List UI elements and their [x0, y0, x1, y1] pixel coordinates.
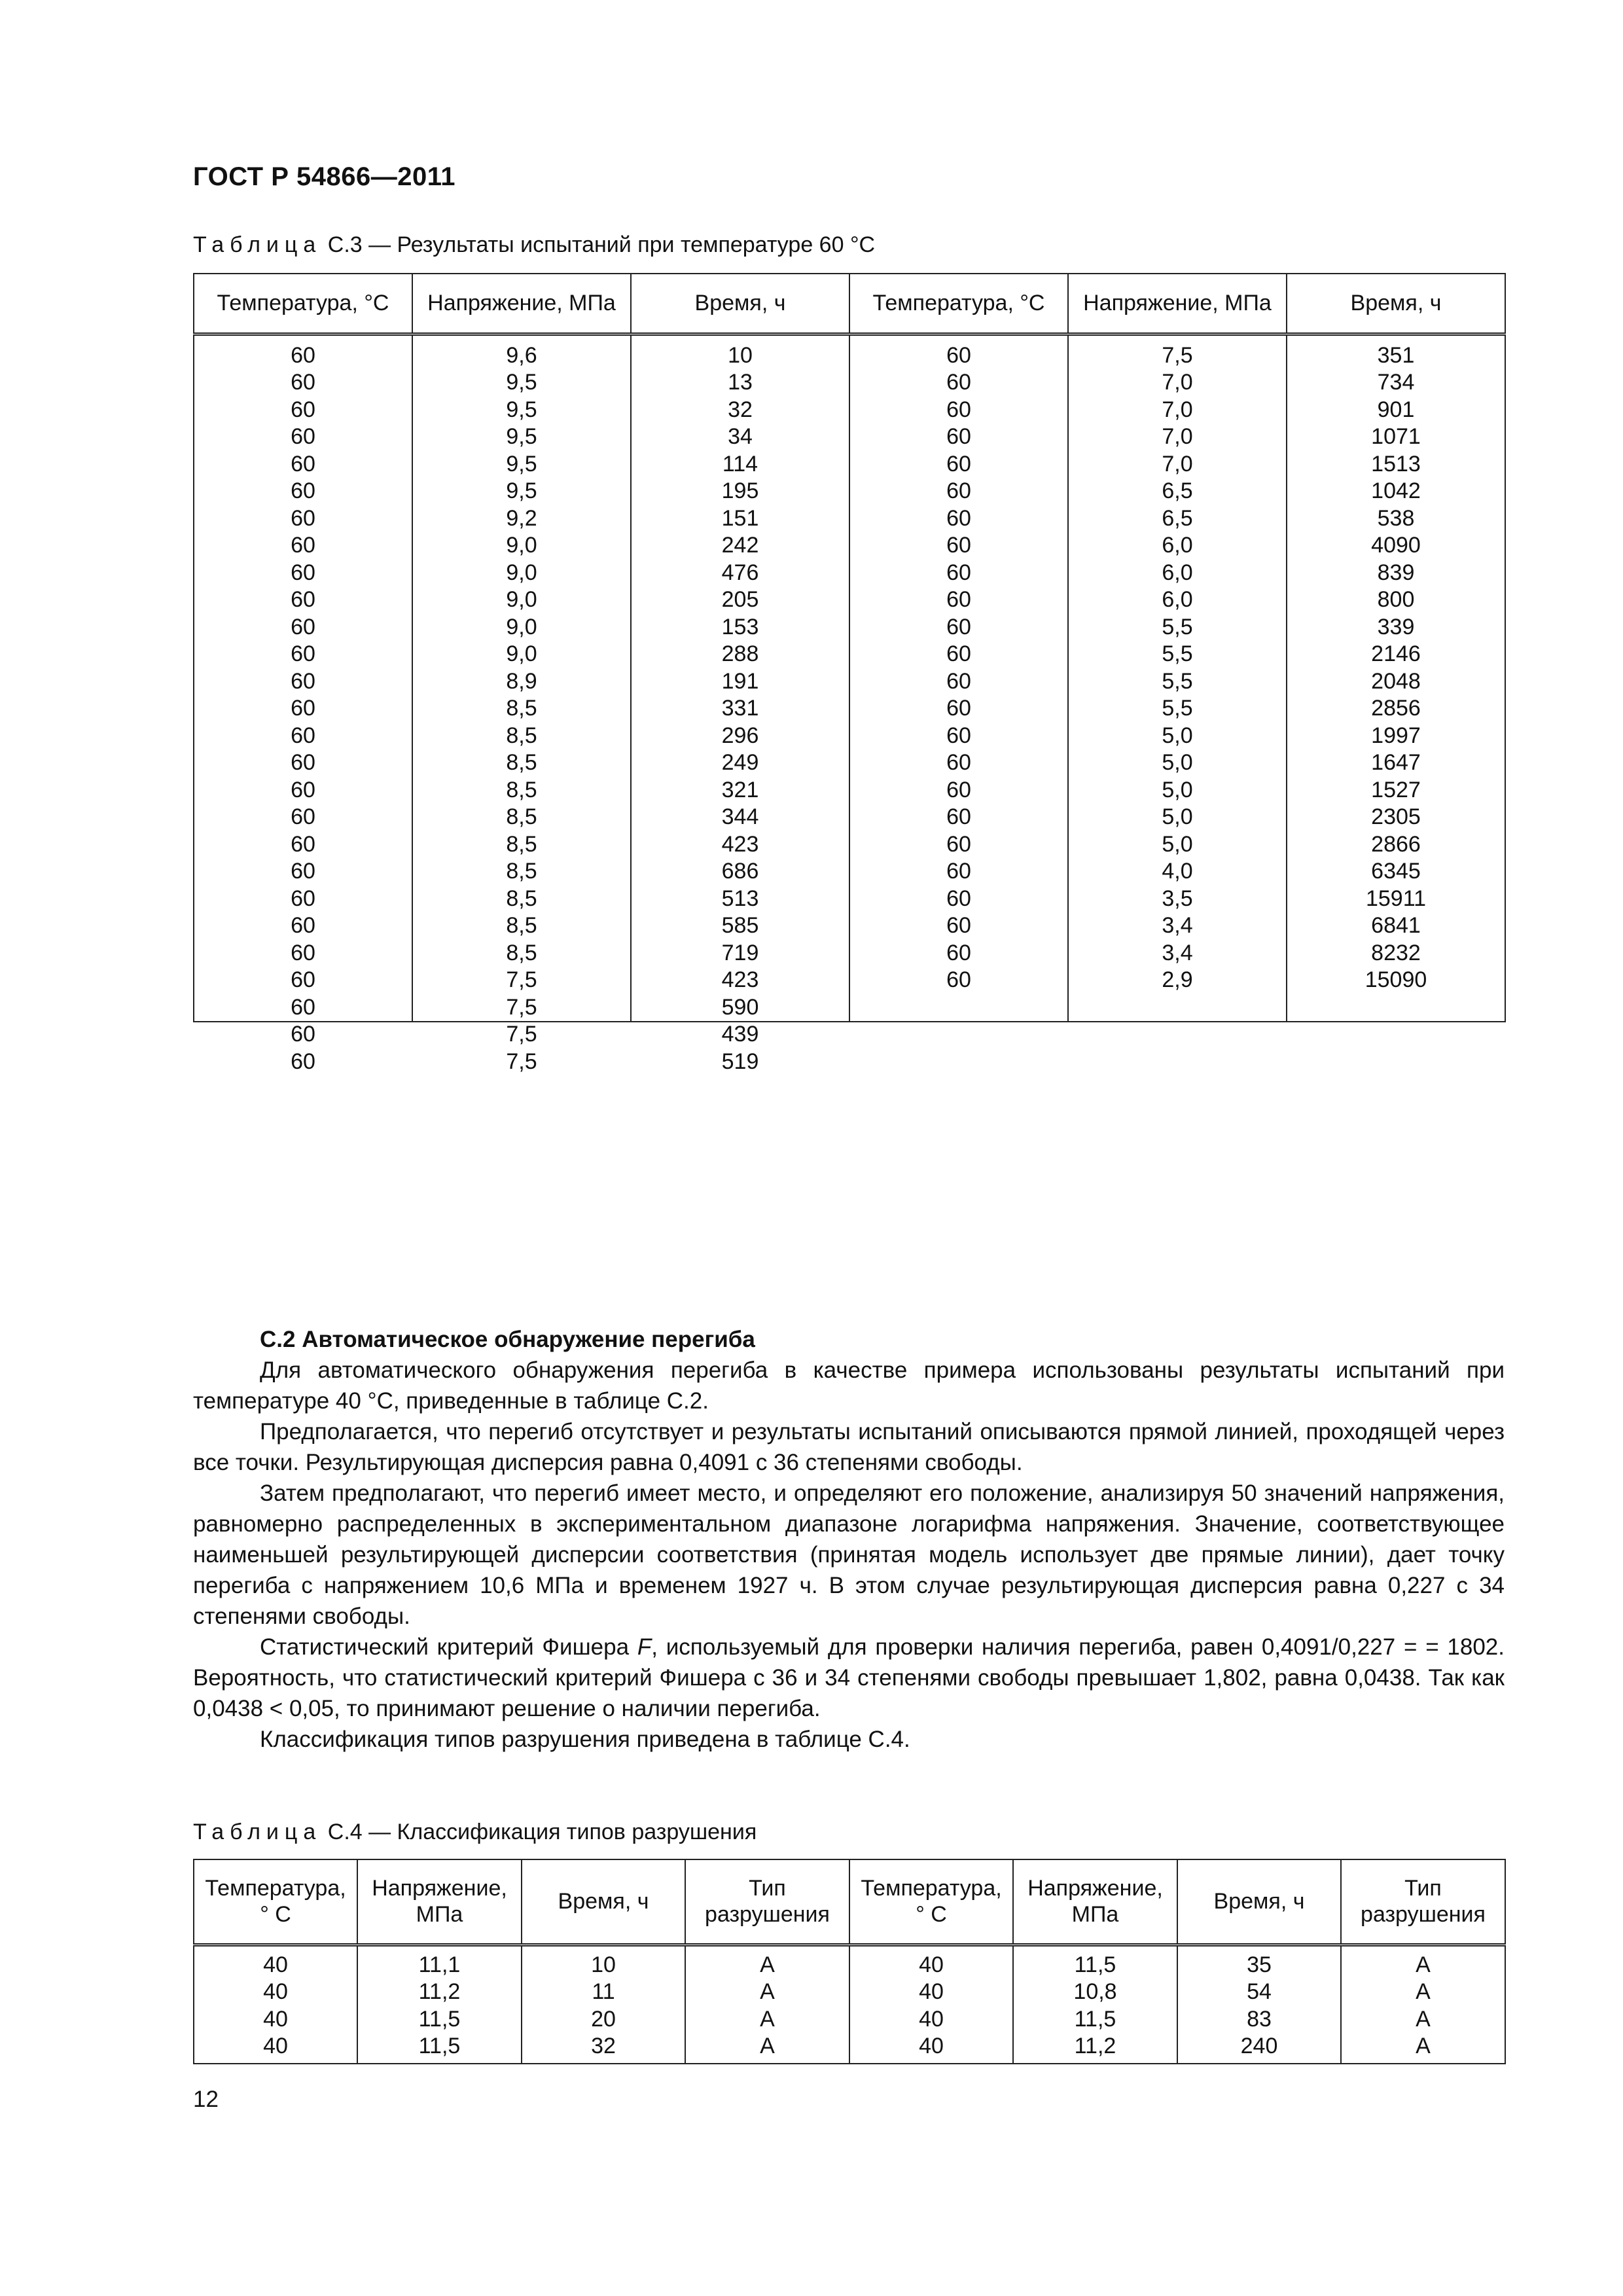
row-group	[632, 831, 849, 911]
table-cell: 3,4	[1162, 940, 1193, 965]
table-cell: 423	[721, 831, 759, 857]
table-cell: 60	[291, 967, 315, 992]
table-cell: 11,5	[418, 2006, 461, 2032]
col-header-stress-left: Напряжение, МПа	[412, 274, 631, 334]
table-cell: 9,5	[506, 370, 537, 395]
row-group	[194, 831, 412, 911]
table-cell: 60	[946, 940, 971, 965]
row-group	[413, 423, 630, 503]
section-body	[193, 1355, 1505, 1755]
row-group	[632, 586, 849, 666]
table-cell: 719	[721, 940, 759, 965]
table-c3-caption-text: С.3 — Результаты испытаний при температуре 60 °С	[321, 232, 876, 257]
col-header-stress: Напряжение, МПа	[1013, 1859, 1177, 1945]
table-cell: 8,5	[506, 831, 537, 857]
table-cell: 60	[291, 940, 315, 965]
table-cell: 1647	[1371, 750, 1421, 775]
row-group	[194, 994, 412, 1074]
table-cell: 60	[946, 641, 971, 666]
table-cell: 2856	[1371, 696, 1421, 721]
table-cell: 590	[721, 994, 759, 1020]
table-cell: A	[1416, 1979, 1431, 2004]
row-group	[413, 586, 630, 666]
table-c3-body-row	[194, 334, 1505, 1022]
table-cell: 7,0	[1162, 424, 1193, 449]
table-cell: 8,5	[506, 940, 537, 965]
table-cell: 8,5	[506, 886, 537, 911]
table-cell: 15090	[1364, 967, 1427, 992]
table-cell: 8,5	[506, 750, 537, 775]
table-cell: 10	[728, 342, 753, 368]
table-cell: 60	[946, 533, 971, 558]
table-cell: 60	[946, 397, 971, 422]
table-cell: 538	[1377, 505, 1415, 531]
row-group	[632, 912, 849, 992]
table-cell: 339	[1377, 614, 1415, 639]
table-cell: A	[760, 2034, 775, 2058]
table-cell: 60	[291, 1022, 315, 1047]
table-cell: 60	[946, 859, 971, 884]
table-cell: 686	[721, 859, 759, 884]
col-header-stress-right: Напряжение, МПа	[1068, 274, 1287, 334]
table-c4-caption-prefix: Таблица	[193, 1820, 322, 1844]
col-header-time: Время, ч	[1177, 1859, 1341, 1945]
table-cell: A	[1416, 2006, 1431, 2032]
table-cell: 8232	[1371, 940, 1421, 965]
row-group	[413, 994, 630, 1074]
table-cell: 2048	[1371, 668, 1421, 694]
table-cell: 60	[946, 614, 971, 639]
row-group	[194, 505, 412, 585]
row-group	[1287, 831, 1505, 911]
table-cell: 10	[591, 1952, 616, 1977]
table-cell: 2866	[1371, 831, 1421, 857]
table-cell: 7,5	[506, 967, 537, 992]
table-cell: 9,0	[506, 641, 537, 666]
table-cell: 60	[946, 424, 971, 449]
col-header-stress: Напряжение, МПа	[357, 1859, 522, 1945]
table-cell: 242	[721, 533, 759, 558]
row-group	[1287, 668, 1505, 748]
table-c4-body-row	[194, 1945, 1505, 2064]
row-group	[850, 423, 1067, 503]
table-cell: 7,0	[1162, 397, 1193, 422]
row-group	[632, 423, 849, 503]
table-cell: 10,8	[1073, 1979, 1117, 2004]
table-cell: 6,5	[1162, 478, 1193, 503]
table-cell: 205	[721, 587, 759, 612]
column-stress	[357, 1945, 522, 2064]
row-group	[1069, 749, 1286, 829]
col-header-temperature: Температура, ° С	[194, 1859, 357, 1945]
table-cell: 8,5	[506, 913, 537, 938]
row-group	[1069, 342, 1286, 422]
col-header-failure-type: Тип разрушения	[1341, 1859, 1505, 1945]
table-cell: 20	[591, 2006, 616, 2032]
table-cell: 83	[1247, 2006, 1272, 2032]
col-header-failure-type: Тип разрушения	[685, 1859, 849, 1945]
column-time-right	[1287, 334, 1505, 1022]
table-cell: 513	[721, 886, 759, 911]
table-cell: 8,5	[506, 723, 537, 748]
table-cell: 6841	[1371, 913, 1421, 938]
table-cell: 60	[291, 696, 315, 721]
table-cell: 40	[263, 1952, 288, 1977]
table-cell: 60	[946, 804, 971, 829]
table-cell: 5,0	[1162, 831, 1193, 857]
table-cell: 249	[721, 750, 759, 775]
table-cell: A	[760, 1952, 775, 1977]
table-cell: 60	[291, 723, 315, 748]
row-group	[1287, 342, 1505, 422]
table-cell: 2146	[1371, 641, 1421, 666]
table-cell: 60	[946, 696, 971, 721]
table-cell: A	[760, 1979, 775, 2004]
col-header-temperature: Температура, ° С	[849, 1859, 1013, 1945]
table-cell: 9,0	[506, 560, 537, 585]
table-cell: 60	[291, 804, 315, 829]
row-group	[413, 342, 630, 422]
row-group	[194, 668, 412, 748]
table-cell: 5,0	[1162, 723, 1193, 748]
table-cell: 60	[946, 505, 971, 531]
table-c3-header-row	[194, 274, 1505, 334]
table-cell: 439	[721, 1022, 759, 1047]
table-cell: 5,5	[1162, 641, 1193, 666]
table-cell: 5,5	[1162, 696, 1193, 721]
table-cell: 9,5	[506, 451, 537, 476]
table-cell: 40	[919, 1952, 944, 1977]
table-cell: 11,1	[418, 1952, 461, 1977]
table-cell: 6,0	[1162, 587, 1193, 612]
table-cell: 321	[721, 777, 759, 802]
table-cell: 60	[291, 560, 315, 585]
table-cell: 5,0	[1162, 750, 1193, 775]
table-cell: 60	[946, 587, 971, 612]
row-group	[413, 505, 630, 585]
table-cell: 7,5	[1162, 342, 1193, 368]
table-cell: 2305	[1371, 804, 1421, 829]
table-cell: 35	[1247, 1952, 1272, 1977]
table-cell: 34	[728, 424, 753, 449]
table-cell: 60	[946, 668, 971, 694]
table-cell: 288	[721, 641, 759, 666]
row-group	[1287, 912, 1505, 992]
table-cell: 60	[946, 967, 971, 992]
table-cell: 54	[1247, 1979, 1272, 2004]
table-cell: 40	[919, 1979, 944, 2004]
table-cell: 1527	[1371, 777, 1421, 802]
table-cell: 40	[263, 2034, 288, 2058]
row-group	[850, 749, 1067, 829]
table-cell: 15911	[1365, 886, 1427, 911]
table-cell: 11	[592, 1979, 615, 2004]
document-id: ГОСТ Р 54866—2011	[193, 162, 455, 191]
table-cell: 114	[722, 451, 758, 476]
table-cell: 7,5	[506, 1022, 537, 1047]
table-cell: 60	[291, 614, 315, 639]
table-cell: 60	[946, 831, 971, 857]
column-time	[522, 1945, 685, 2064]
table-cell: 11,2	[418, 1979, 461, 2004]
table-c3-caption	[193, 232, 875, 258]
row-group	[194, 586, 412, 666]
table-cell: 9,5	[506, 424, 537, 449]
table-cell: 296	[721, 723, 759, 748]
table-cell: 3,5	[1162, 886, 1193, 911]
table-cell: 11,5	[418, 2034, 461, 2058]
table-cell: 6345	[1371, 859, 1421, 884]
row-group	[413, 749, 630, 829]
table-cell: 7,0	[1162, 370, 1193, 395]
col-header-time: Время, ч	[522, 1859, 685, 1945]
table-cell: 60	[291, 668, 315, 694]
paragraph: Предполагается, что перегиб отсутствует и результаты испытаний описываются прямой линией, проходящей через все точки. Результирующая дисперсия равна 0,4091 с 36 степенями свободы.	[193, 1419, 1505, 1475]
table-c3	[193, 273, 1506, 1074]
table-cell: A	[760, 2006, 775, 2032]
table-cell: 8,9	[506, 668, 537, 694]
row-group	[413, 912, 630, 992]
row-group	[194, 912, 412, 992]
table-cell: 9,0	[506, 614, 537, 639]
table-cell: 60	[291, 859, 315, 884]
table-cell: 60	[946, 451, 971, 476]
paragraph-fisher-part2: , используемый для проверки наличия перегиба, равен 0,4091/0,227 = = 1802. Вероятность, что статистический критерий Фишера с 36 и 34 степенями свободы превышает 1,802, равна 0,0438. Так как 0,0438 < 0,05, то принимают решение о наличии перегиба.	[193, 1634, 1505, 1721]
table-cell: 7,5	[506, 994, 537, 1020]
table-cell: 2,9	[1162, 967, 1193, 992]
table-cell: 60	[291, 831, 315, 857]
row-group	[632, 749, 849, 829]
row-group	[1287, 749, 1505, 829]
row-group	[1287, 505, 1505, 585]
paragraph: Классификация типов разрушения приведена в таблице С.4.	[260, 1727, 910, 1752]
table-cell: 9,2	[506, 505, 537, 531]
table-cell: 32	[728, 397, 753, 422]
table-cell: 60	[946, 777, 971, 802]
table-cell: 9,5	[506, 478, 537, 503]
table-cell: 60	[946, 886, 971, 911]
table-cell: 32	[591, 2034, 616, 2058]
table-cell: 476	[721, 560, 759, 585]
table-cell: 60	[291, 641, 315, 666]
table-cell: 11,5	[1074, 1952, 1116, 1977]
table-cell: 60	[291, 505, 315, 531]
row-group	[1069, 668, 1286, 748]
table-cell: 60	[946, 913, 971, 938]
table-cell: 9,5	[506, 397, 537, 422]
column-stress-right	[1068, 334, 1287, 1022]
col-header-time-left: Время, ч	[631, 274, 849, 334]
table-cell: 8,5	[506, 777, 537, 802]
row-group	[194, 423, 412, 503]
table-cell: 60	[291, 994, 315, 1020]
table-c4-header-row	[194, 1859, 1505, 1945]
table-cell: 5,0	[1162, 804, 1193, 829]
paragraph-fisher-part1: Статистический критерий Фишера	[260, 1634, 637, 1660]
table-cell: 5,5	[1162, 668, 1193, 694]
table-cell: 40	[263, 2006, 288, 2032]
table-cell: 191	[721, 668, 759, 694]
table-c3-caption-prefix: Таблица	[193, 232, 322, 257]
fisher-symbol: F	[637, 1634, 652, 1660]
table-cell: 901	[1377, 397, 1415, 422]
table-cell: 60	[946, 370, 971, 395]
table-cell: A	[1416, 2034, 1431, 2058]
table-cell: 9,6	[506, 342, 537, 368]
table-cell: 60	[291, 1049, 315, 1074]
table-cell: 60	[946, 478, 971, 503]
table-cell: 6,0	[1162, 560, 1193, 585]
table-cell: 60	[291, 451, 315, 476]
row-group	[632, 505, 849, 585]
table-cell: 60	[946, 750, 971, 775]
table-cell: 60	[291, 777, 315, 802]
column-time-left	[631, 334, 849, 1074]
table-cell: 1513	[1371, 451, 1421, 476]
row-group	[1069, 423, 1286, 503]
table-cell: 9,0	[506, 587, 537, 612]
table-cell: 1042	[1371, 478, 1421, 503]
row-group	[1287, 586, 1505, 666]
paragraph: Затем предполагают, что перегиб имеет место, и определяют его положение, анализируя 50 значений напряжения, равномерно распределенных в экспериментальном диапазоне логарифма напряжения. Значение, соответствующее наименьшей результирующей дисперсии соответствия (принятая модель использует две прямые линии), дает точку перегиба с напряжением 10,6 МПа и временем 1927 ч. В этом случае результирующая дисперсия равна 0,227 с 34 степенями свободы.	[193, 1480, 1505, 1629]
table-cell: 1071	[1371, 424, 1421, 449]
column-temperature-left	[194, 334, 412, 1074]
col-header-temperature-right: Температура, °С	[849, 274, 1068, 334]
table-cell: 60	[291, 750, 315, 775]
table-cell: 8,5	[506, 804, 537, 829]
column-stress	[1013, 1945, 1177, 2064]
table-cell: 4,0	[1162, 859, 1193, 884]
table-cell: 240	[1240, 2034, 1278, 2058]
table-cell: 60	[291, 533, 315, 558]
row-group	[1069, 912, 1286, 992]
table-cell: 13	[728, 370, 753, 395]
section-heading: С.2 Автоматическое обнаружение перегиба	[260, 1327, 755, 1352]
table-cell: 344	[721, 804, 759, 829]
table-cell: 4090	[1371, 533, 1421, 558]
table-cell: 195	[721, 478, 759, 503]
table-cell: 585	[721, 913, 759, 938]
row-group	[632, 342, 849, 422]
table-cell: 60	[291, 587, 315, 612]
table-cell: 11,2	[1074, 2034, 1116, 2058]
column-time	[1177, 1945, 1341, 2064]
table-cell: 60	[946, 560, 971, 585]
table-cell: 1997	[1371, 723, 1421, 748]
table-cell: 60	[291, 913, 315, 938]
table-cell: 839	[1377, 560, 1415, 585]
table-cell: 8,5	[506, 696, 537, 721]
table-c4	[193, 1859, 1506, 2064]
table-cell: 60	[946, 342, 971, 368]
column-failure-type	[1341, 1945, 1505, 2064]
table-cell: 11,5	[1074, 2006, 1116, 2032]
table-cell: 9,0	[506, 533, 537, 558]
table-cell: 734	[1377, 370, 1415, 395]
table-cell: 351	[1377, 342, 1415, 368]
row-group	[850, 912, 1067, 992]
row-group	[194, 749, 412, 829]
table-cell: 6,5	[1162, 505, 1193, 531]
col-header-time-right: Время, ч	[1287, 274, 1505, 334]
row-group	[413, 831, 630, 911]
column-temperature	[849, 1945, 1013, 2064]
table-cell: 60	[291, 886, 315, 911]
table-cell: 7,0	[1162, 451, 1193, 476]
page-number: 12	[193, 2087, 219, 2112]
row-group	[850, 586, 1067, 666]
column-stress-left	[412, 334, 631, 1074]
table-cell: 3,4	[1162, 913, 1193, 938]
table-cell: 60	[291, 397, 315, 422]
row-group	[850, 342, 1067, 422]
table-cell: 60	[291, 478, 315, 503]
table-cell: 40	[919, 2034, 944, 2058]
row-group	[850, 505, 1067, 585]
table-cell: 153	[721, 614, 759, 639]
table-cell: 60	[291, 424, 315, 449]
table-cell: 60	[946, 723, 971, 748]
table-cell: A	[1416, 1952, 1431, 1977]
row-group	[632, 994, 849, 1074]
row-group	[850, 831, 1067, 911]
table-cell: 800	[1377, 587, 1415, 612]
table-cell: 151	[721, 505, 759, 531]
table-cell: 8,5	[506, 859, 537, 884]
column-temperature-right	[849, 334, 1068, 1022]
table-cell: 423	[721, 967, 759, 992]
table-c4-caption	[193, 1820, 757, 1845]
paragraph: Для автоматического обнаружения перегиба в качестве примера использованы результаты испытаний при температуре 40 °С, приведенные в таблице С.2.	[193, 1357, 1505, 1414]
row-group	[850, 668, 1067, 748]
col-header-temperature-left: Температура, °С	[194, 274, 412, 334]
table-cell: 60	[291, 342, 315, 368]
row-group	[1069, 586, 1286, 666]
table-c4-caption-text: С.4 — Классификация типов разрушения	[321, 1820, 757, 1844]
table-cell: 519	[721, 1049, 759, 1074]
table-cell: 6,0	[1162, 533, 1193, 558]
row-group	[1069, 505, 1286, 585]
table-cell: 5,0	[1162, 777, 1193, 802]
table-cell: 7,5	[506, 1049, 537, 1074]
table-cell: 5,5	[1162, 614, 1193, 639]
table-cell: 331	[721, 696, 759, 721]
table-cell: 40	[263, 1979, 288, 2004]
row-group	[1069, 831, 1286, 911]
row-group	[194, 342, 412, 422]
row-group	[413, 668, 630, 748]
column-temperature	[194, 1945, 357, 2064]
row-group	[1287, 423, 1505, 503]
paragraph-fisher	[193, 1632, 1505, 1724]
row-group	[632, 668, 849, 748]
table-cell: 60	[291, 370, 315, 395]
column-failure-type	[685, 1945, 849, 2064]
table-cell: 40	[919, 2006, 944, 2032]
